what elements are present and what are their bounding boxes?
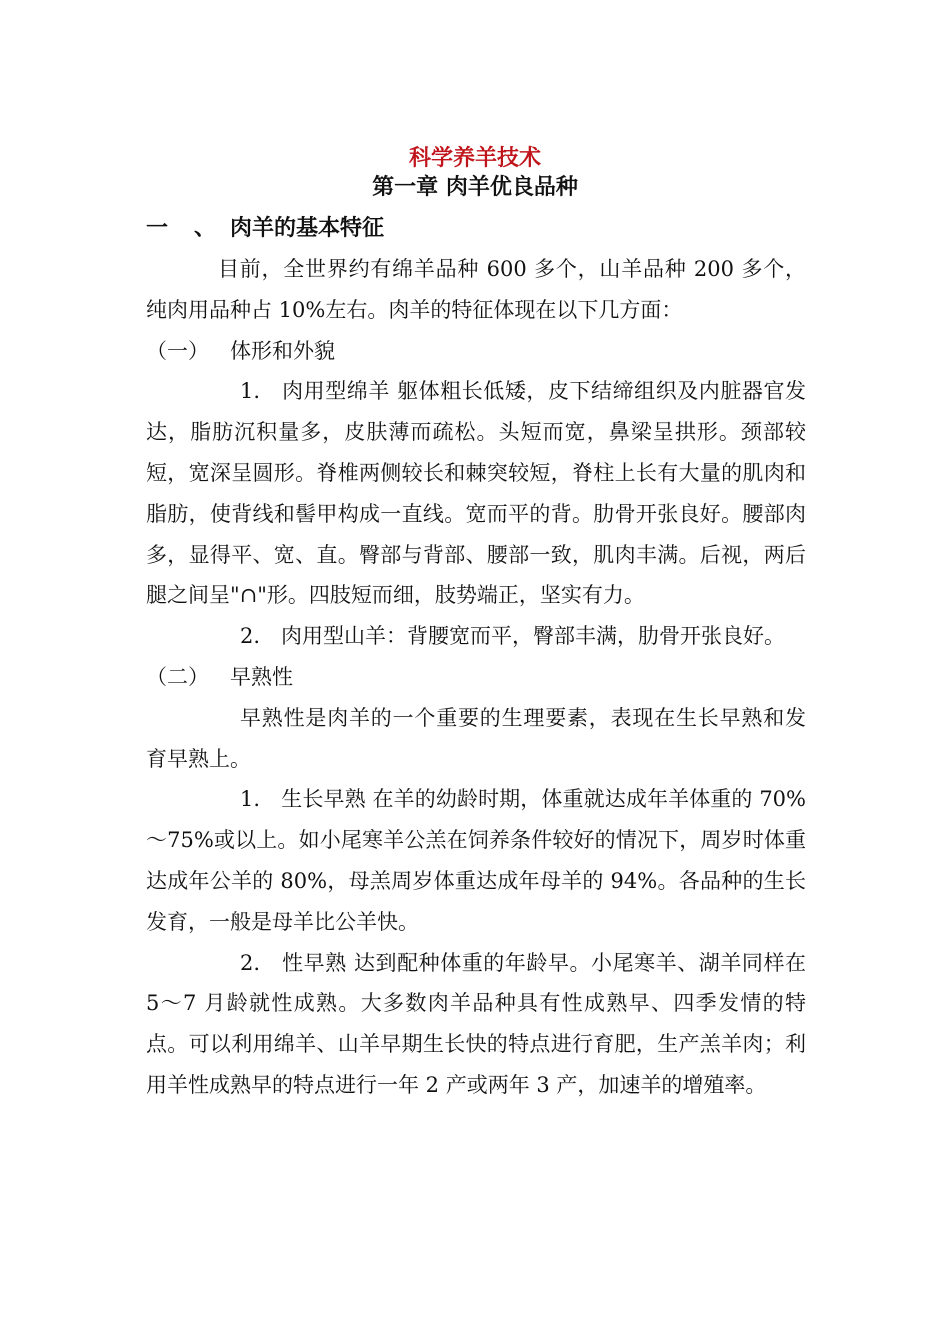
intro-paragraph: 目前，全世界约有绵羊品种 600 多个，山羊品种 200 多个，纯肉用品种占 10%左右。肉羊的特征体现在以下几方面： [146,257,806,322]
section-separator: 、 [194,215,217,241]
body-text [146,249,806,1106]
subsection-1-title: 体形和外貌 [230,338,335,363]
document-title: 科学养羊技术 [408,145,541,171]
chapter-heading: 第一章 肉羊优良品种 [372,174,578,200]
sheep-meat-paragraph: 1. 肉用型绵羊 躯体粗长低矮，皮下结缔组织及内脏器官发达，脂肪沉积量多，皮肤薄而疏松。头短而宽，鼻梁呈拱形。颈部较短，宽深呈圆形。脊椎两侧较长和棘突较短，脊柱上长有大量的肌肉和脂肪，使背线和髻甲构成一直线。宽而平的背。肋骨开张良好。腰部肉多，显得平、宽、直。臀部与背部、腰部一致，肌肉丰满。后视，两后腿之间呈"∩"形。四肢短而细，肢势端正，坚实有力。 [146,379,806,608]
sexual-early-paragraph: 2. 性早熟 达到配种体重的年龄早。小尾寒羊、湖羊同样在 5～7 月龄就性成熟。大多数肉羊品种具有性成熟早、四季发情的特点。可以利用绵羊、山羊早期生长快的特点进行育肥，生产羔羊肉；利用羊性成熟早的特点进行一年 2 产或两年 3 产，加速羊的增殖率。 [146,950,806,1097]
subsection-1-label: （一） [146,338,209,363]
subsection-2-title: 早熟性 [230,664,293,689]
subsection-2-heading [146,657,806,698]
subsection-2-label: （二） [146,664,209,689]
early-maturity-paragraph: 早熟性是肉羊的一个重要的生理要素，表现在生长早熟和发育早熟上。 [146,705,806,771]
goat-meat-paragraph: 2. 肉用型山羊：背腰宽而平，臀部丰满，肋骨开张良好。 [240,624,786,649]
section-title: 肉羊的基本特征 [230,215,385,241]
subsection-1-heading [146,331,806,372]
section-heading [146,213,384,243]
growth-early-paragraph: 1. 生长早熟 在羊的幼龄时期，体重就达成年羊体重的 70%～75%或以上。如小尾寒羊公羔在饲养条件较好的情况下，周岁时体重达成年公羊的 80%，母羔周岁体重达成年母羊的 94%。各品种的生长发育，一般是母羊比公羊快。 [146,787,806,934]
section-number: 一 [146,215,169,241]
